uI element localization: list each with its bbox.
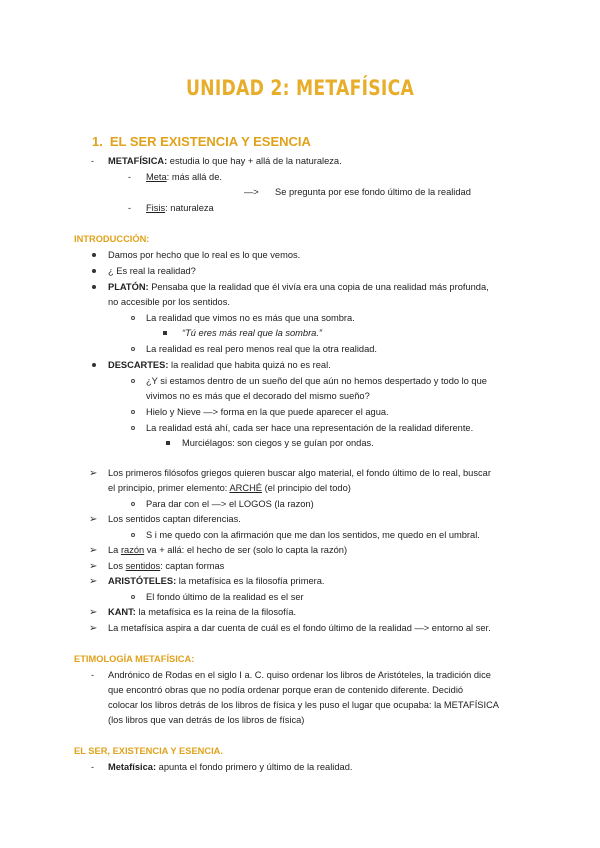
etim-line-2: que encontró obras que no podía ordenar porque eran de contenido diferente. Decidió [108, 685, 464, 695]
arrow-item-3 [108, 545, 347, 556]
circle-bullet [131, 379, 135, 383]
arrow-item-1-post: (el principio del todo) [261, 483, 351, 493]
dash-marker: - [128, 172, 131, 182]
meta-term: Meta [146, 172, 167, 182]
circle-bullet [131, 502, 135, 506]
section-label: EL SER EXISTENCIA Y ESENCIA [109, 134, 311, 149]
platon-line-1 [108, 282, 489, 293]
fisis-text: : naturaleza [165, 203, 214, 213]
dash-marker: - [91, 156, 94, 166]
arrow-item-3-pre: La [108, 545, 121, 555]
descartes-term: DESCARTES: [108, 360, 169, 370]
ser-text: apunta el fondo primero y último de la realidad. [156, 762, 353, 772]
arrow-item-5-sub: El fondo último de la realidad es el ser [146, 592, 304, 602]
etim-line-3: colocar los libros detrás de los libros de física y les puso el lugar que ocupaba: la METAFÍSICA [108, 700, 500, 710]
arrow-bullet-icon: ➢ [89, 545, 98, 556]
circle-bullet [131, 533, 135, 537]
descartes-sub-3: La realidad está ahí, cada ser hace una representación de la realidad diferente. [146, 423, 474, 433]
circle-bullet [131, 426, 135, 430]
arrow-item-4-pre: Los [108, 561, 126, 571]
circle-bullet [131, 347, 135, 351]
platon-sub-2: La realidad es real pero menos real que la otra realidad. [146, 344, 378, 354]
aristoteles-text: la metafísica es la filosofía primera. [176, 576, 325, 586]
platon-sub-1: La realidad que vimos no es más que una sombra. [146, 313, 355, 323]
descartes-text: la realidad que habita quizá no es real. [168, 360, 331, 370]
arrow-item-1-pre: el principio, primer elemento: [108, 483, 230, 493]
dash-marker: - [91, 762, 94, 772]
arche-term: ARCHÉ [229, 483, 262, 493]
page-title: UNIDAD 2: METAFÍSICA [185, 76, 415, 100]
fisis-term: Fisis [146, 203, 166, 213]
intro-bullet-2: ¿ Es real la realidad? [108, 266, 196, 276]
arrow-item-1-l1: Los primeros filósofos griegos quieren buscar algo material, el fondo último de lo real, buscar [108, 468, 491, 478]
platon-quote: “Tú eres más real que la sombra.” [182, 328, 323, 338]
arrow-item-4-post: : captan formas [160, 561, 225, 571]
razon-term: razón [120, 545, 145, 555]
arrow-line-1-text: Se pregunta por ese fondo último de la realidad [275, 187, 471, 197]
intro-heading: INTRODUCCIÓN: [74, 234, 150, 244]
meta-line [146, 172, 222, 183]
arrow-item-7: La metafísica aspira a dar cuenta de cuál es el fondo último de la realidad —> entorno al ser. [108, 623, 491, 633]
bullet [92, 285, 96, 289]
ser-heading: EL SER, EXISTENCIA Y ESENCIA. [74, 746, 223, 756]
meta-text: : más allá de. [166, 172, 222, 182]
sentidos-term: sentidos [125, 561, 161, 571]
arrow-item-2: Los sentidos captan diferencias. [108, 514, 241, 524]
descartes-sub-1-l2: vivimos no es más que el decorado del mismo sueño? [146, 391, 370, 401]
circle-bullet [131, 410, 135, 414]
bullet [92, 269, 96, 273]
bullet [92, 253, 96, 257]
arrow-item-1-l2 [108, 483, 351, 494]
dash-marker: - [91, 670, 94, 680]
arrow-item-2-sub: S i me quedo con la afirmación que me dan los sentidos, me quedo en el umbral. [146, 530, 480, 540]
arrow-glyph: —> [244, 187, 259, 197]
arrow-bullet-icon: ➢ [89, 468, 98, 479]
etim-line-1: Andrónico de Rodas en el siglo I a. C. quiso ordenar los libros de Aristóteles, la tradición dice [108, 670, 491, 680]
descartes-sub-3-square: Murciélagos: son ciegos y se guían por ondas. [182, 438, 374, 448]
ser-line [108, 762, 352, 773]
ser-term: Metafísica: [108, 762, 157, 772]
descartes-sub-1-l1: ¿Y si estamos dentro de un sueño del que aún no hemos despertado y todo lo que [146, 376, 487, 386]
kant-term: KANT: [108, 607, 136, 617]
arrow-bullet-icon: ➢ [89, 514, 98, 525]
arrow-item-4 [108, 561, 224, 572]
dash-marker: - [128, 203, 131, 213]
fisis-line [146, 203, 214, 214]
kant-text: la metafísica es la reina de la filosofía. [135, 607, 297, 617]
etimologia-heading: ETIMOLOGÍA METAFÍSICA: [74, 654, 195, 664]
intro-bullet-1: Damos por hecho que lo real es lo que vemos. [108, 250, 301, 260]
circle-bullet [131, 595, 135, 599]
arrow-bullet-icon: ➢ [89, 623, 98, 634]
platon-text-1: Pensaba que la realidad que él vivía era una copia de una realidad más profunda, [148, 282, 489, 292]
bullet [92, 363, 96, 367]
platon-term: PLATÓN: [108, 282, 149, 292]
metafisica-text: estudia lo que hay + allá de la naturaleza. [167, 156, 342, 166]
square-bullet [163, 331, 167, 335]
arrow-item-5 [108, 576, 324, 587]
arrow-bullet-icon: ➢ [89, 561, 98, 572]
aristoteles-term: ARISTÓTELES: [108, 576, 177, 586]
arrow-bullet-icon: ➢ [89, 576, 98, 587]
circle-bullet [131, 316, 135, 320]
etim-line-4: (los libros que van detrás de los libros de física) [108, 715, 305, 725]
square-bullet [166, 441, 170, 445]
arrow-line-1 [244, 187, 259, 198]
descartes-line [108, 360, 331, 371]
metafisica-line [108, 156, 342, 167]
section-heading-1 [92, 134, 311, 149]
descartes-sub-2: Hielo y Nieve —> forma en la que puede aparecer el agua. [146, 407, 389, 417]
section-number: 1. [92, 134, 103, 149]
arrow-item-1-sub: Para dar con el —> el LOGOS (la razon) [146, 499, 314, 509]
arrow-item-3-post: va + allá: el hecho de ser (solo lo capta la razón) [144, 545, 348, 555]
arrow-bullet-icon: ➢ [89, 607, 98, 618]
arrow-item-6 [108, 607, 296, 618]
metafisica-term: METAFÍSICA: [108, 156, 168, 166]
platon-line-2: no accesible por los sentidos. [108, 297, 230, 307]
